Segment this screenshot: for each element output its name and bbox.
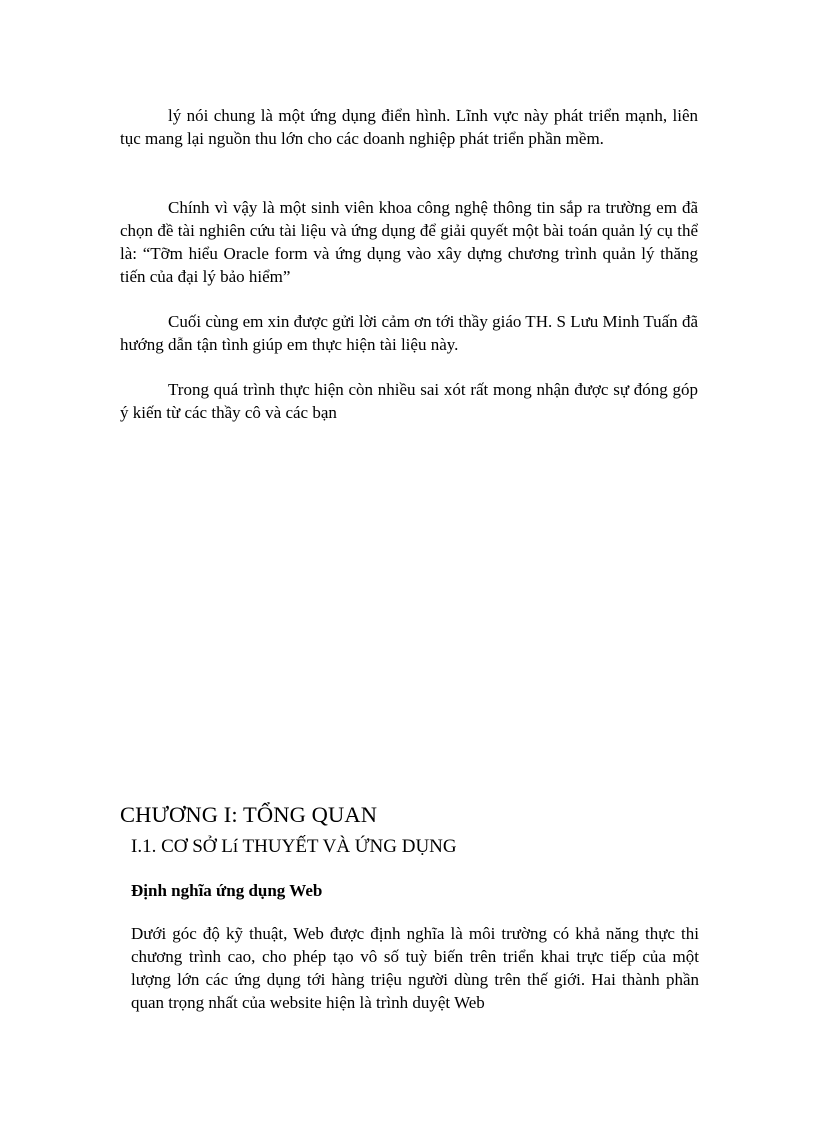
section-title: I.1. CƠ SỞ Lí THUYẾT VÀ ỨNG DỤNG bbox=[131, 836, 457, 857]
acknowledgement-paragraph: Cuối cùng em xin được gửi lời cảm ơn tới thầy giáo TH. S Lưu Minh Tuấn đã hướng dẫn tận tình giúp em thực hiện tài liệu này. bbox=[120, 312, 698, 354]
section-paragraph: Dưới góc độ kỹ thuật, Web được định nghĩa là môi trường có khả năng thực thi chương trình cao, cho phép tạo vô số tuỳ biến trên triển khai trực tiếp của một lượng lớn các ứng dụng tới hàng triệu người dùng trên thế giới. Hai thành phần quan trọng nhất của website hiện là trình duyệt Web bbox=[131, 924, 699, 1012]
chapter-title: CHƯƠNG I: TỔNG QUAN bbox=[120, 802, 378, 827]
intro-paragraph-1: lý nói chung là một ứng dụng điển hình. Lĩnh vực này phát triển mạnh, liên tục mang lại nguồn thu lớn cho các doanh nghiệp phát triển phần mềm. bbox=[120, 106, 698, 148]
intro-paragraph-2: Chính vì vậy là một sinh viên khoa công nghệ thông tin sắp ra trường em đã chọn đề tài nghiên cứu tài liệu và ứng dụng để giải quyết một bài toán quản lý cụ thể là: “Tỡm hiểu Oracle form và ứng dụng vào xây dựng chương trình quản lý thăng tiến của đại lý bảo hiểm” bbox=[120, 198, 698, 286]
subsection-title: Định nghĩa ứng dụng Web bbox=[131, 881, 323, 900]
closing-paragraph: Trong quá trình thực hiện còn nhiều sai xót rất mong nhận được sự đóng góp ý kiến từ các thầy cô và các bạn bbox=[120, 380, 698, 422]
